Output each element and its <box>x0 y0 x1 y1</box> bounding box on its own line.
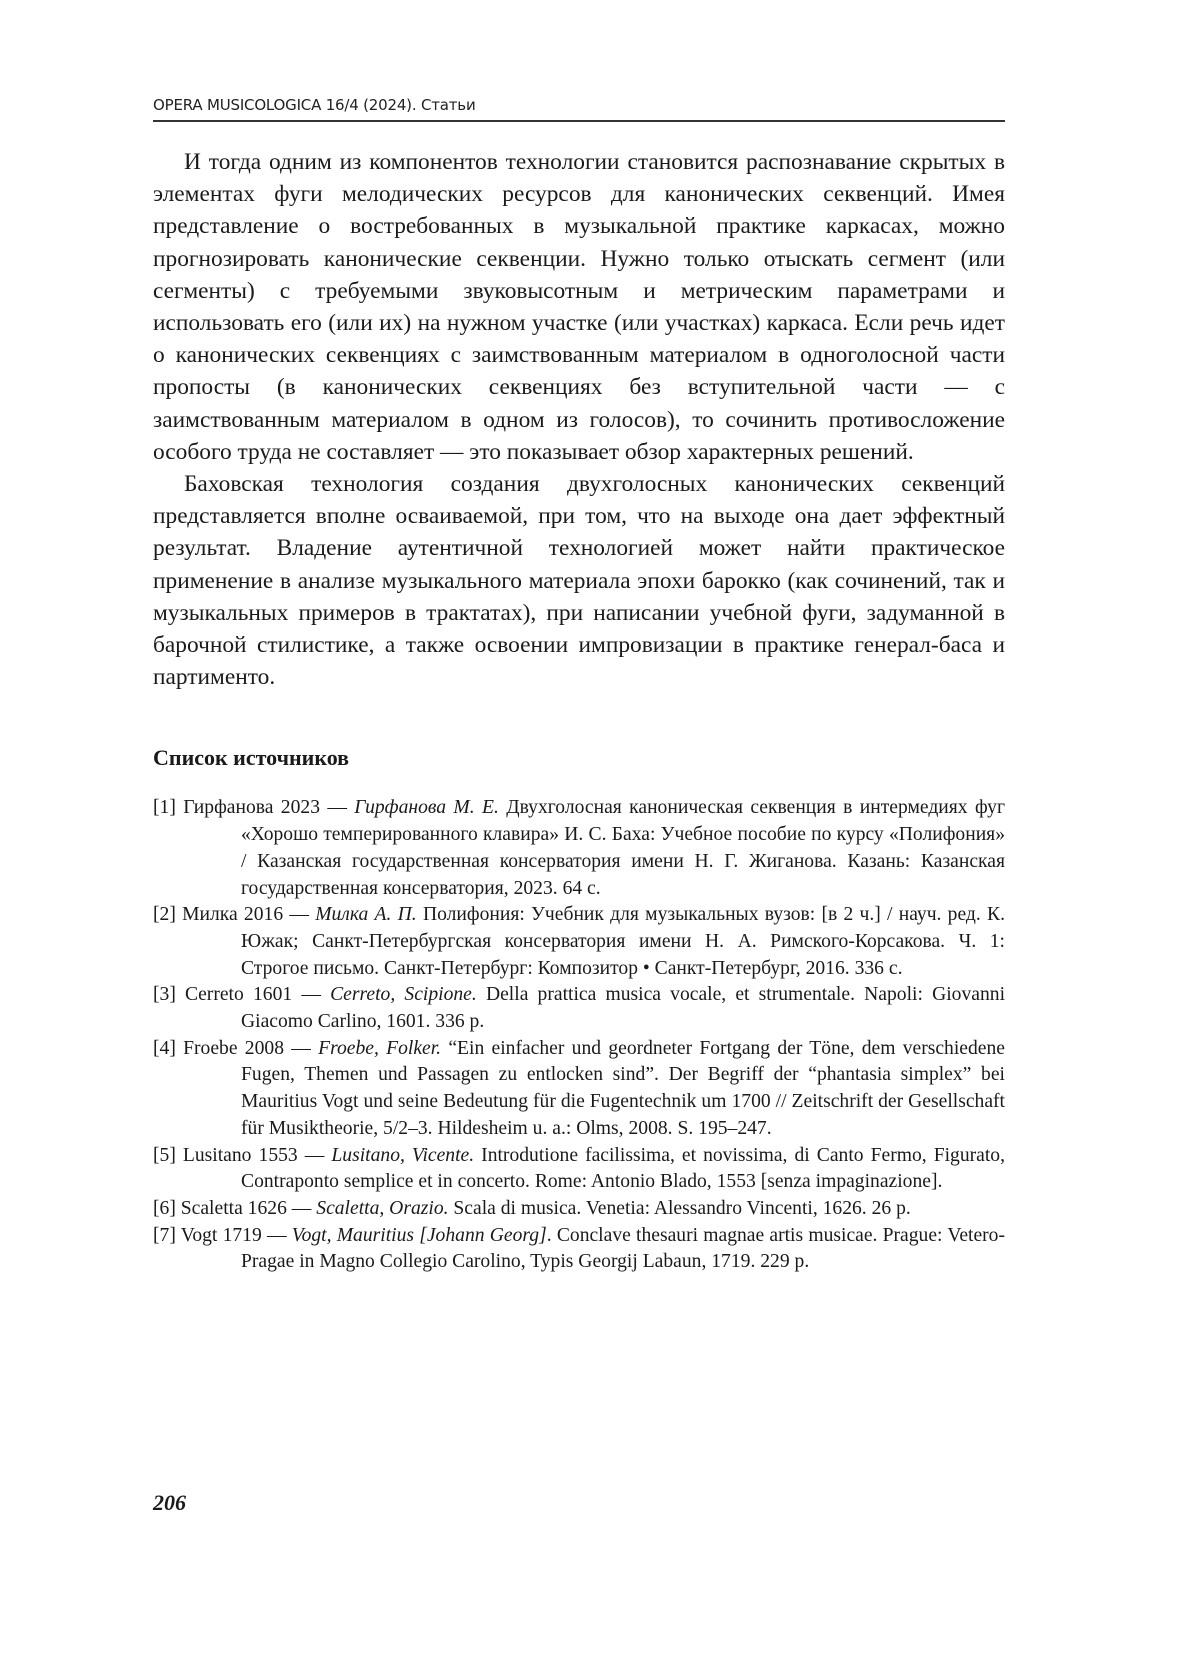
reference-number: [2] <box>153 904 176 926</box>
reference-author: Lusitano, Vicente. <box>331 1144 475 1166</box>
reference-item <box>153 982 1005 1035</box>
page-number: 206 <box>153 1490 186 1515</box>
reference-author: Froebe, Folker. <box>318 1037 442 1059</box>
reference-key: Гирфанова 2023 — <box>183 797 355 819</box>
reference-text: Introdutione facilissima, et novissima, di Canto Fermo, Figurato, Contraponto semplice et in concerto. Rome: Antonio Blado, 1553 [senza impaginazione]. <box>241 1144 1005 1193</box>
references-heading: Список источников <box>153 745 350 771</box>
reference-number: [4] <box>153 1037 176 1059</box>
running-head: OPERA MUSICOLOGICA 16/4 (2024). Статьи <box>153 96 1005 122</box>
reference-author: Cerreto, Scipione. <box>330 984 477 1006</box>
page <box>153 96 1005 1276</box>
reference-key: Scaletta 1626 — <box>180 1198 317 1219</box>
reference-text: Полифония: Учебник для музыкальных вузов: [в 2 ч.] / науч. ред. К. Южак; Санкт-Петербургская консерватория имени Н. А. Римского-Корсакова. Ч. 1: Строгое письмо. Санкт-Петербург: Композитор • Санкт-Петербург, 2016. 336 с. <box>241 904 1005 979</box>
reference-number: [3] <box>153 984 176 1006</box>
reference-text: Двухголосная каноническая секвенция в интермедиях фуг «Хорошо темперированного клавира» И. С. Баха: Учебное пособие по курсу «Полифония» / Казанская государственная консерватория имени Н. Г. Жиганова. Казань: Казанская государственная консерватория, 2023. 64 с. <box>241 797 1005 899</box>
reference-author: Гирфанова М. Е. <box>354 797 499 819</box>
reference-list <box>153 795 1005 1276</box>
reference-key: Lusitano 1553 — <box>182 1144 332 1166</box>
reference-item <box>153 902 1005 982</box>
reference-key: Cerreto 1601 — <box>185 984 331 1006</box>
reference-text: . Conclave thesauri magnae artis musicae. Prague: Vetero-Pragae in Magno Collegio Carolino, Typis Georgij Labaun, 1719. 229 p. <box>241 1224 1006 1273</box>
reference-text: Scala di musica. Venetia: Alessandro Vincenti, 1626. 26 p. <box>448 1198 911 1219</box>
reference-number: [5] <box>153 1144 176 1166</box>
reference-key: Froebe 2008 — <box>183 1037 319 1059</box>
reference-author: Vogt, Mauritius [Johann Georg] <box>291 1224 547 1246</box>
paragraph: Баховская технология создания двухголосных канонических секвенций представляется вполне осваиваемой, при том, что на выходе она дает эффектный результат. Владение аутентичной технологией может найти практическое применение в анализе музыкального материала эпохи барокко (как сочинений, так и музыкальных примеров в трактатах), при написании учебной фуги, задуманной в барочной стилистике, а также освоении импровизации в практике генерал-баса и партименто. <box>153 471 1005 691</box>
reference-number: [1] <box>153 797 176 819</box>
reference-number: [7] <box>153 1224 176 1246</box>
reference-text: “Ein einfacher und geordneter Fortgang der Töne, dem verschiedene Fugen, Themen und Passagen zu entlocken sind”. Der Begriff der “phantasia simplex” bei Mauritius Vogt und seine Bedeutung für die Fugentechnik um 1700 // Zeitschrift der Gesellschaft für Musiktheorie, 5/2–3. Hildesheim u. a.: Olms, 2008. S. 195–247. <box>241 1037 1005 1139</box>
reference-author: Scaletta, Orazio. <box>316 1198 449 1219</box>
body-text <box>153 146 1005 693</box>
reference-author: Милка А. П. <box>315 904 417 926</box>
reference-item <box>153 1143 1005 1196</box>
reference-key: Vogt 1719 — <box>180 1224 292 1246</box>
reference-number: [6] <box>153 1198 176 1219</box>
reference-item <box>153 1036 1005 1143</box>
reference-item <box>153 1223 1005 1276</box>
reference-item <box>153 1196 1005 1223</box>
reference-key: Милка 2016 — <box>182 904 316 926</box>
paragraph: И тогда одним из компонентов технологии становится распознавание скрытых в элементах фуги мелодических ресурсов для канонических секвенций. Имея представление о востребованных в музыкальной практике каркасах, можно прогнозировать канонические секвенции. Нужно только отыскать сегмент (или сегменты) с требуемыми звуковысотным и метрическим параметрами и использовать его (или их) на нужном участке (или участках) каркаса. Если речь идет о канонических секвенциях с заимствованным материалом в одноголосной части пропосты (в канонических секвенциях без вступительной части — с заимствованным материалом в одном из голосов), то сочинить противосложение особого труда не составляет — это показывает обзор характерных решений. <box>153 149 1005 465</box>
reference-text: Della prattica musica vocale, et strumentale. Napoli: Giovanni Giacomo Carlino, 1601. 336 p. <box>241 984 1006 1033</box>
reference-item <box>153 795 1005 902</box>
